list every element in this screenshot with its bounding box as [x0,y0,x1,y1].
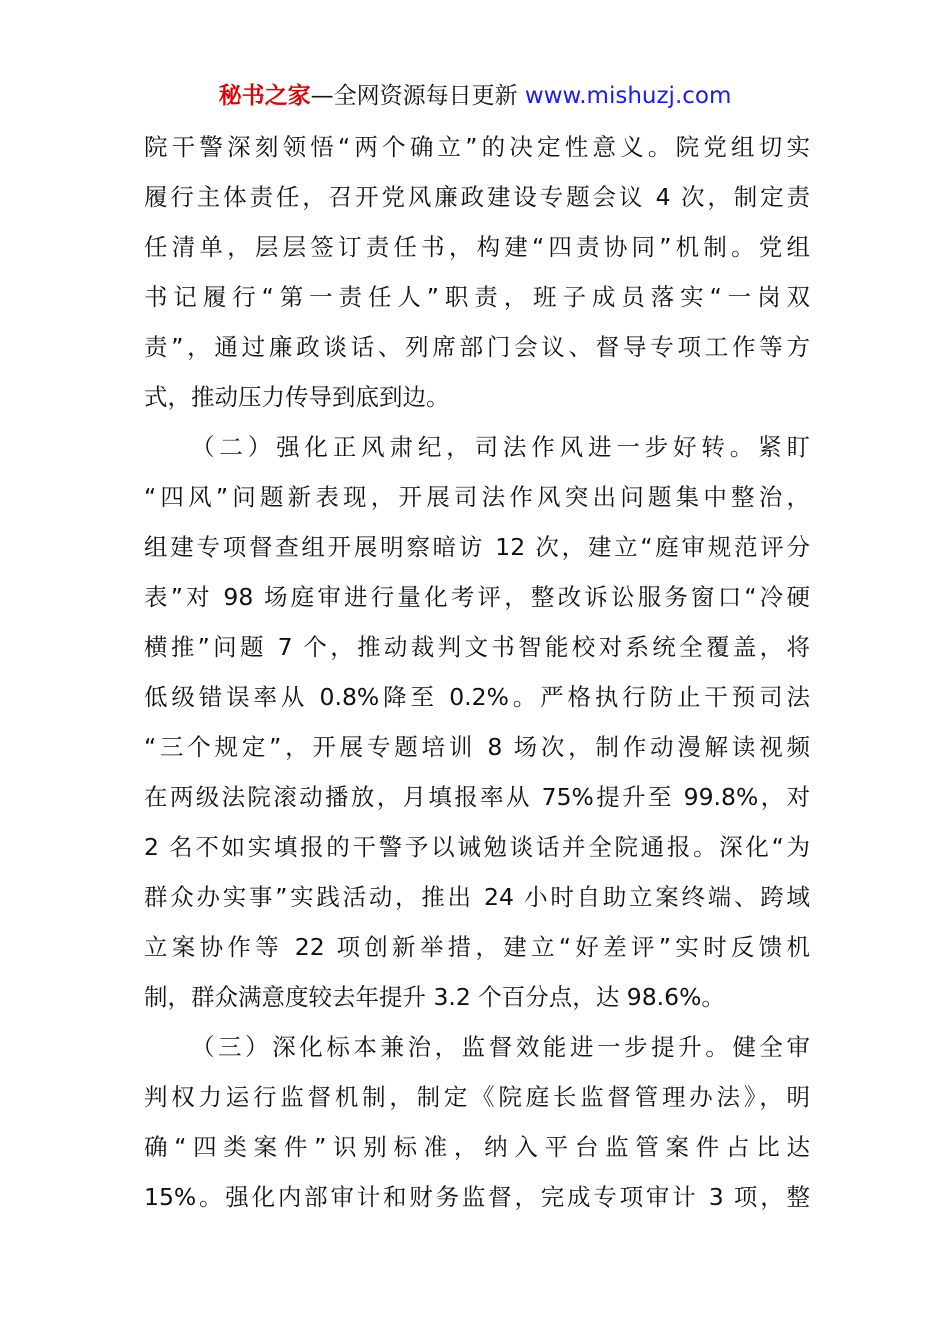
text-line: 横推”问题 7 个，推动裁判文书智能校对系统全覆盖，将 [144,633,810,661]
text-line: （二）强化正风肃纪，司法作风进一步好转。紧盯 [191,433,810,461]
text-line: 书记履行“第一责任人”职责，班子成员落实“一岗双 [144,283,810,311]
text-line: （三）深化标本兼治，监督效能进一步提升。健全审 [191,1033,810,1061]
text-line: 确“四类案件”识别标准，纳入平台监管案件占比达 [144,1133,810,1161]
text-line: 在两级法院滚动播放，月填报率从 75%提升至 99.8%，对 [144,783,810,811]
site-brand: 秘书之家 [218,83,311,109]
text-line: 判权力运行监督机制，制定《院庭长监督管理办法》，明 [144,1083,810,1111]
site-url-link[interactable]: www.mishuzj.com [524,83,732,109]
text-line: 式，推动压力传导到底到边。 [144,383,450,411]
site-header [0,80,950,112]
text-line: 组建专项督查组开展明察暗访 12 次，建立“庭审规范评分 [144,533,810,561]
text-line: 任清单，层层签订责任书，构建“四责协同”机制。党组 [144,233,810,261]
text-line: 制，群众满意度较去年提升 3.2 个百分点，达 98.6%。 [144,983,725,1011]
text-line: 院干警深刻领悟“两个确立”的决定性意义。院党组切实 [144,133,810,161]
text-line: “四风”问题新表现，开展司法作风突出问题集中整治， [144,483,810,511]
text-line: 履行主体责任，召开党风廉政建设专题会议 4 次，制定责 [144,183,810,211]
text-line: “三个规定”，开展专题培训 8 场次，制作动漫解读视频 [144,733,810,761]
text-line: 立案协作等 22 项创新举措，建立“好差评”实时反馈机 [144,933,810,961]
text-line: 表”对 98 场庭审进行量化考评，整改诉讼服务窗口“冷硬 [144,583,810,611]
text-line: 责”，通过廉政谈话、列席部门会议、督导专项工作等方 [144,333,810,361]
text-line: 15%。强化内部审计和财务监督，完成专项审计 3 项，整 [144,1183,810,1211]
text-line: 2 名不如实填报的干警予以诫勉谈话并全院通报。深化“为 [144,833,810,861]
text-line: 低级错误率从 0.8%降至 0.2%。严格执行防止干预司法 [144,683,810,711]
document-body [144,122,810,1222]
site-tagline: —全网资源每日更新 [310,83,525,109]
text-line: 群众办实事”实践活动，推出 24 小时自助立案终端、跨域 [144,883,810,911]
